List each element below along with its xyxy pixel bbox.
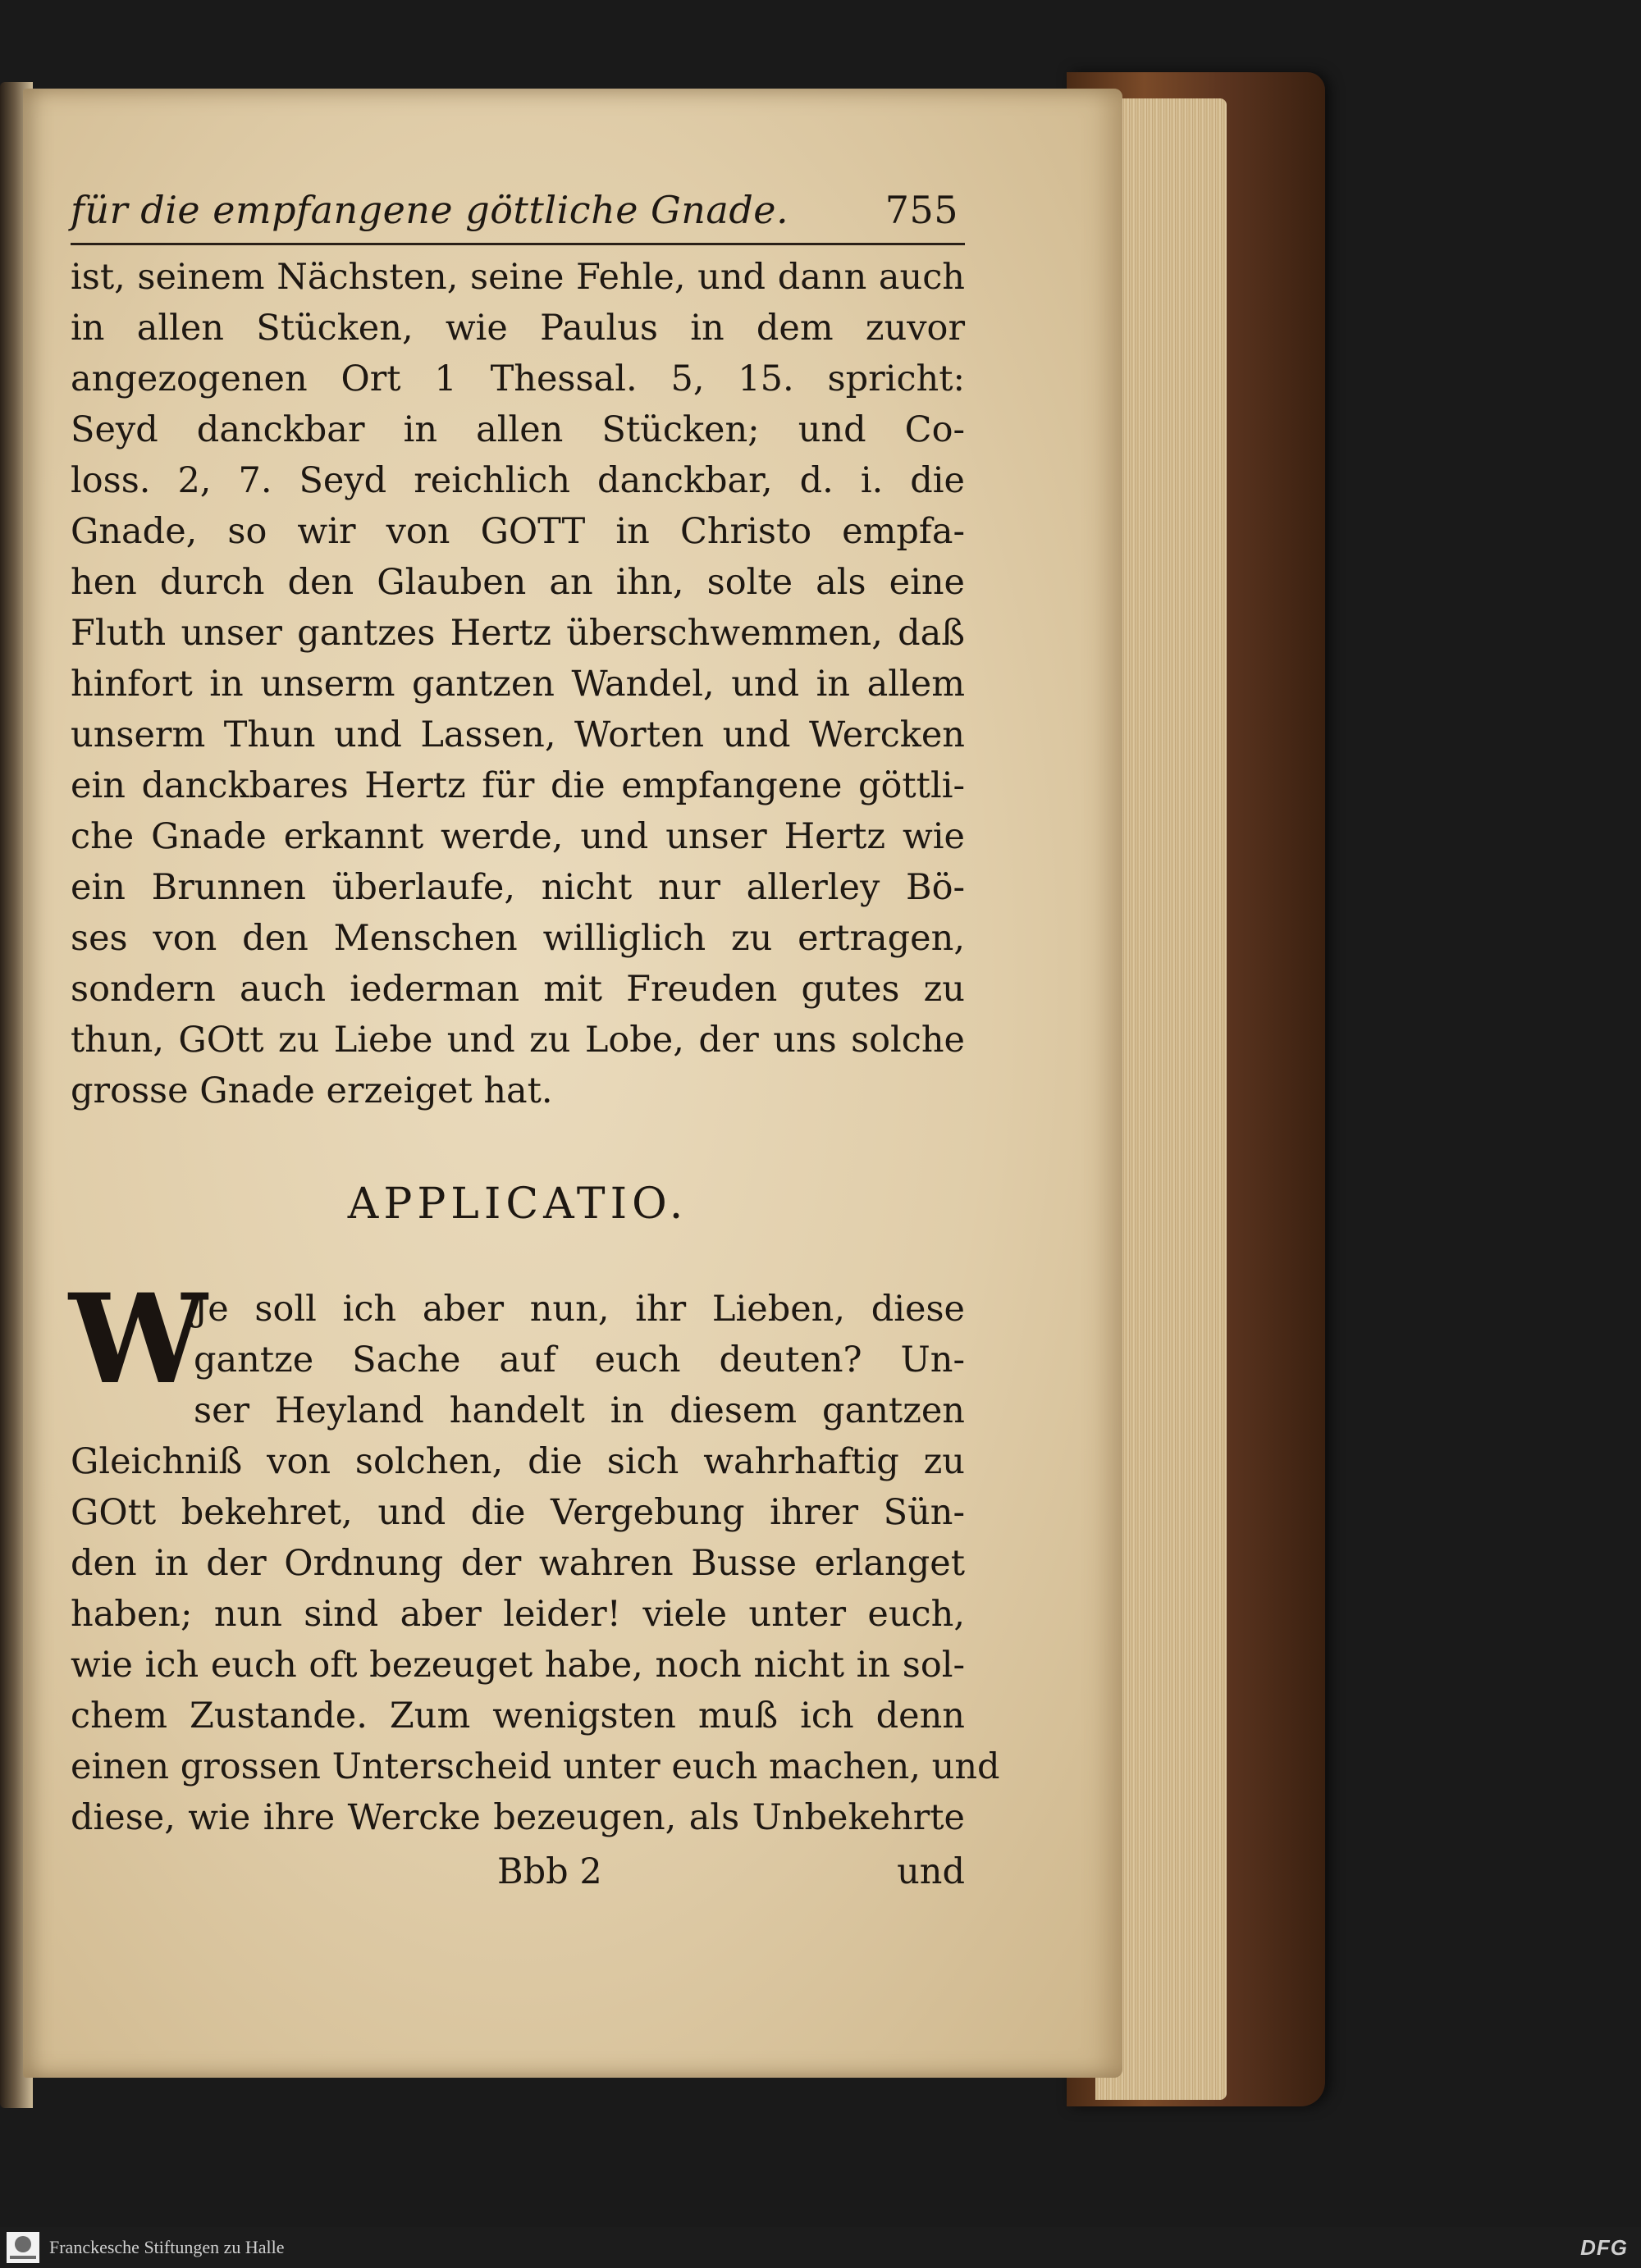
paragraph-1 [71,252,965,1116]
text-line: wie ich euch oft bezeuget habe, noch nicht in sol- [71,1645,965,1686]
running-head [71,185,965,245]
text-line: angezogenen Ort 1 Thessal. 5, 15. spricht: [71,358,965,399]
page-number: 755 [884,188,958,232]
text-line: sondern auch iederman mit Freuden gutes zu [71,969,965,1010]
text-line: ist, seinem Nächsten, seine Fehle, und dann auch [71,257,965,298]
text-line: loss. 2, 7. Seyd reichlich danckbar, d. i. die [71,460,965,501]
text-line: thun, GOtt zu Liebe und zu Lobe, der uns solche [71,1020,965,1061]
text-line: diese, wie ihre Wercke bezeugen, als Unbekehrte [71,1797,965,1838]
text-line: in allen Stücken, wie Paulus in dem zuvor [71,308,965,349]
text-line: grosse Gnade erzeiget hat. [71,1070,553,1111]
text-line: gantze Sache auf euch deuten? Un- [194,1339,965,1380]
text-line: ses von den Menschen williglich zu ertragen, [71,918,965,959]
text-line: Gnade, so wir von GOTT in Christo empfa- [71,511,965,552]
text-line: ein Brunnen überlaufe, nicht nur allerley Bö- [71,867,965,908]
institution-credit[interactable] [0,2232,285,2263]
credit-bar [0,2227,1641,2268]
dfg-logo[interactable]: DFG [1580,2234,1628,2260]
text-line: unserm Thun und Lassen, Worten und Wercken [71,714,965,755]
signature-mark: Bbb 2 [497,1851,602,1892]
running-head-title: für die empfangene göttliche Gnade. [71,188,789,232]
section-title: APPLICATIO. [347,1180,688,1229]
text-line: che Gnade erkannt werde, und unser Hertz wie [71,816,965,857]
text-line: chem Zustande. Zum wenigsten muß ich denn [71,1695,965,1736]
text-line: hen durch den Glauben an ihn, solte als eine [71,562,965,603]
text-line: Gleichniß von solchen, die sich wahrhaftig zu [71,1441,965,1482]
text-line: Seyd danckbar in allen Stücken; und Co- [71,409,965,450]
text-line: Je soll ich aber nun, ihr Lieben, diese [194,1289,965,1330]
text-line: Fluth unser gantzes Hertz überschwemmen, daß [71,613,965,654]
catchword: und [897,1851,965,1892]
institution-name: Franckesche Stiftungen zu Halle [49,2237,285,2257]
page-footer [71,1846,965,1897]
text-line: hinfort in unserm gantzen Wandel, und in allem [71,664,965,705]
text-line: haben; nun sind aber leider! viele unter euch, [71,1594,965,1635]
text-line: ser Heyland handelt in diesem gantzen [194,1390,965,1431]
drop-cap: W [69,1267,208,1412]
book-page [23,89,1122,2078]
text-line: GOtt bekehret, und die Vergebung ihrer Sün- [71,1492,965,1533]
text-line: einen grossen Unterscheid unter euch machen, und [71,1746,1000,1787]
paragraph-2 [69,1267,1000,1843]
institution-logo-icon [7,2232,39,2263]
text-line: ein danckbares Hertz für die empfangene göttli- [71,765,965,806]
text-line: den in der Ordnung der wahren Busse erlanget [71,1543,965,1584]
text-block [69,185,1000,1897]
